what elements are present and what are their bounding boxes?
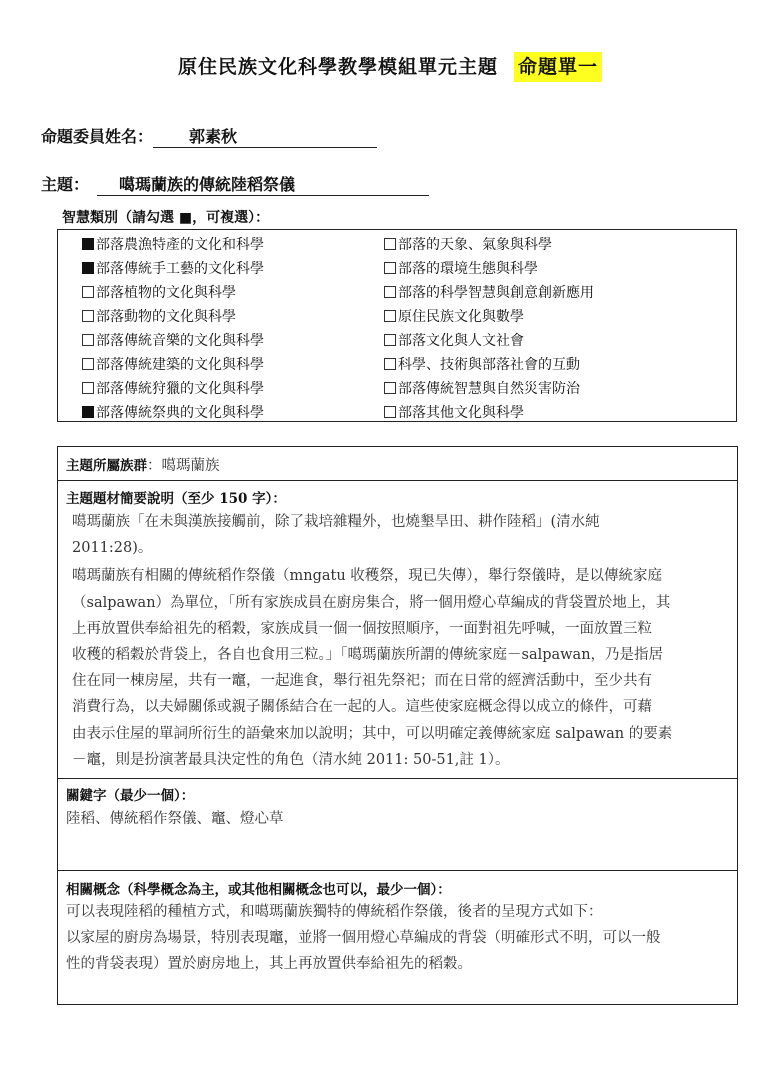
summary-line: －竈，則是扮演著最具決定性的角色（清水純 2011: 50-51,註 1）。 [72,751,510,768]
concepts-line: 可以表現陸稻的種植方式，和噶瑪蘭族獨特的傳統稻作祭儀，後者的呈現方式如下： [66,904,603,920]
committee-row [41,124,377,148]
concepts-section [58,871,737,1006]
unchecked-box-icon[interactable] [384,406,396,418]
tribe-label: 主題所屬族群 [66,458,147,474]
unchecked-box-icon[interactable] [384,310,396,322]
category-label: 部落的環境生態與科學 [398,261,538,277]
category-item[interactable] [82,401,264,425]
unchecked-box-icon[interactable] [82,382,94,394]
category-item[interactable] [384,401,594,425]
category-item[interactable] [82,257,264,281]
page-title [0,52,780,79]
summary-line: 上再放置供奉給祖先的稻穀，家族成員一個一個按照順序，一面對祖先呼喊，一面放置三粒 [72,620,652,637]
category-label: 部落傳統建築的文化與科學 [96,357,264,373]
summary-body [66,509,737,773]
unchecked-box-icon[interactable] [384,238,396,250]
category-item[interactable] [82,281,264,305]
categories-box [57,229,737,422]
category-label: 原住民族文化與數學 [398,309,524,325]
unchecked-box-icon[interactable] [82,358,94,370]
category-label: 部落農漁特產的文化和科學 [96,237,264,253]
categories-left-column [82,233,264,425]
concepts-label: 相關概念（科學概念為主，或其他相關概念也可以，最少一個）： [66,882,451,898]
category-item[interactable] [384,353,594,377]
unchecked-box-icon[interactable] [384,334,396,346]
keywords-label: 關鍵字（最少一個）： [66,788,195,804]
details-table [57,446,738,1005]
category-label: 部落動物的文化與科學 [96,309,236,325]
category-item[interactable] [82,353,264,377]
category-item[interactable] [384,305,594,329]
summary-line: 噶瑪蘭族「在未與漢族接觸前，除了栽培雜糧外，也燒墾旱田、耕作陸稻」(清水純 [72,514,600,530]
summary-label: 主題題材簡要說明（至少 150 字）： [66,491,286,507]
category-label: 部落文化與人文社會 [398,333,524,349]
unchecked-box-icon[interactable] [82,334,94,346]
category-label: 部落的天象、氣象與科學 [398,237,552,253]
category-item[interactable] [384,377,594,401]
category-label: 部落傳統狩獵的文化與科學 [96,381,264,397]
category-item[interactable] [82,305,264,329]
categories-right-column [384,233,594,425]
tribe-section [58,447,737,481]
keywords-value: 陸稻、傳統稻作祭儀、竈、燈心草 [66,811,284,827]
tribe-value: ：噶瑪蘭族 [147,458,220,474]
category-label: 部落植物的文化與科學 [96,285,236,301]
summary-line: 2011:28)。 [72,540,153,557]
summary-paragraph [72,509,737,561]
topic-value: 噶瑪蘭族的傳統陸稻祭儀 [97,172,429,196]
topic-label: 主題： [41,175,90,194]
committee-value: 郭素秋 [153,124,377,148]
unchecked-box-icon[interactable] [384,262,396,274]
category-item[interactable] [82,233,264,257]
title-highlight: 命題單一 [514,52,602,82]
committee-label: 命題委員姓名： [41,127,154,146]
category-label: 部落的科學智慧與創意創新應用 [398,285,594,301]
summary-line: 噶瑪蘭族有相關的傳統稻作祭儀（mngatu 收穫祭，現已失傳），舉行祭儀時，是以傳統家庭 [72,568,663,585]
category-label: 部落傳統祭典的文化與科學 [96,405,264,421]
category-item[interactable] [384,233,594,257]
category-label: 部落傳統音樂的文化與科學 [96,333,264,349]
category-label: 科學、技術與部落社會的互動 [398,357,580,373]
concepts-line: 性的背袋表現）置於廚房地上，其上再放置供奉給祖先的稻穀。 [66,956,472,973]
checked-box-icon[interactable] [82,406,94,418]
summary-line: （salpawan）為單位，「所有家族成員在廚房集合，將一個用燈心草編成的背袋置於地上，其 [72,594,671,611]
category-item[interactable] [82,377,264,401]
checked-box-icon[interactable] [82,238,94,250]
keywords-section [58,779,737,871]
summary-line: 消費行為，以夫婦關係或親子關係結合在一起的人。這些使家庭概念得以成立的條件，可藉 [72,699,652,716]
category-label: 部落其他文化與科學 [398,405,524,421]
category-item[interactable] [82,329,264,353]
category-item[interactable] [384,281,594,305]
summary-line: 住在同一棟房屋，共有一竈，一起進食，舉行祖先祭祀；而在日常的經濟活動中，至少共有 [72,673,652,690]
categories-heading: 智慧類別（請勾選 ■，可複選）： [62,210,270,226]
unchecked-box-icon[interactable] [384,286,396,298]
summary-section [58,481,737,779]
unchecked-box-icon[interactable] [384,358,396,370]
summary-line: 由表示住屋的單詞所衍生的語彙來加以說明；其中，可以明確定義傳統家庭 salpawan 的要素 [72,725,673,742]
title-text: 原住民族文化科學教學模組單元主題 [177,56,498,78]
unchecked-box-icon[interactable] [82,310,94,322]
concepts-line: 以家屋的廚房為場景，特別表現竈，並將一個用燈心草編成的背袋（明確形式不明，可以一般 [66,930,661,947]
summary-line: 收穫的稻穀於背袋上，各自也食用三粒。」「噶瑪蘭族所謂的傳統家庭－salpawan，乃是指居 [72,647,664,664]
category-label: 部落傳統智慧與自然災害防治 [398,381,580,397]
unchecked-box-icon[interactable] [384,382,396,394]
topic-row [41,172,429,196]
checked-box-icon[interactable] [82,262,94,274]
category-item[interactable] [384,329,594,353]
category-label: 部落傳統手工藝的文化科學 [96,261,264,277]
unchecked-box-icon[interactable] [82,286,94,298]
category-item[interactable] [384,257,594,281]
concepts-body [66,899,737,978]
summary-paragraph [72,563,737,773]
